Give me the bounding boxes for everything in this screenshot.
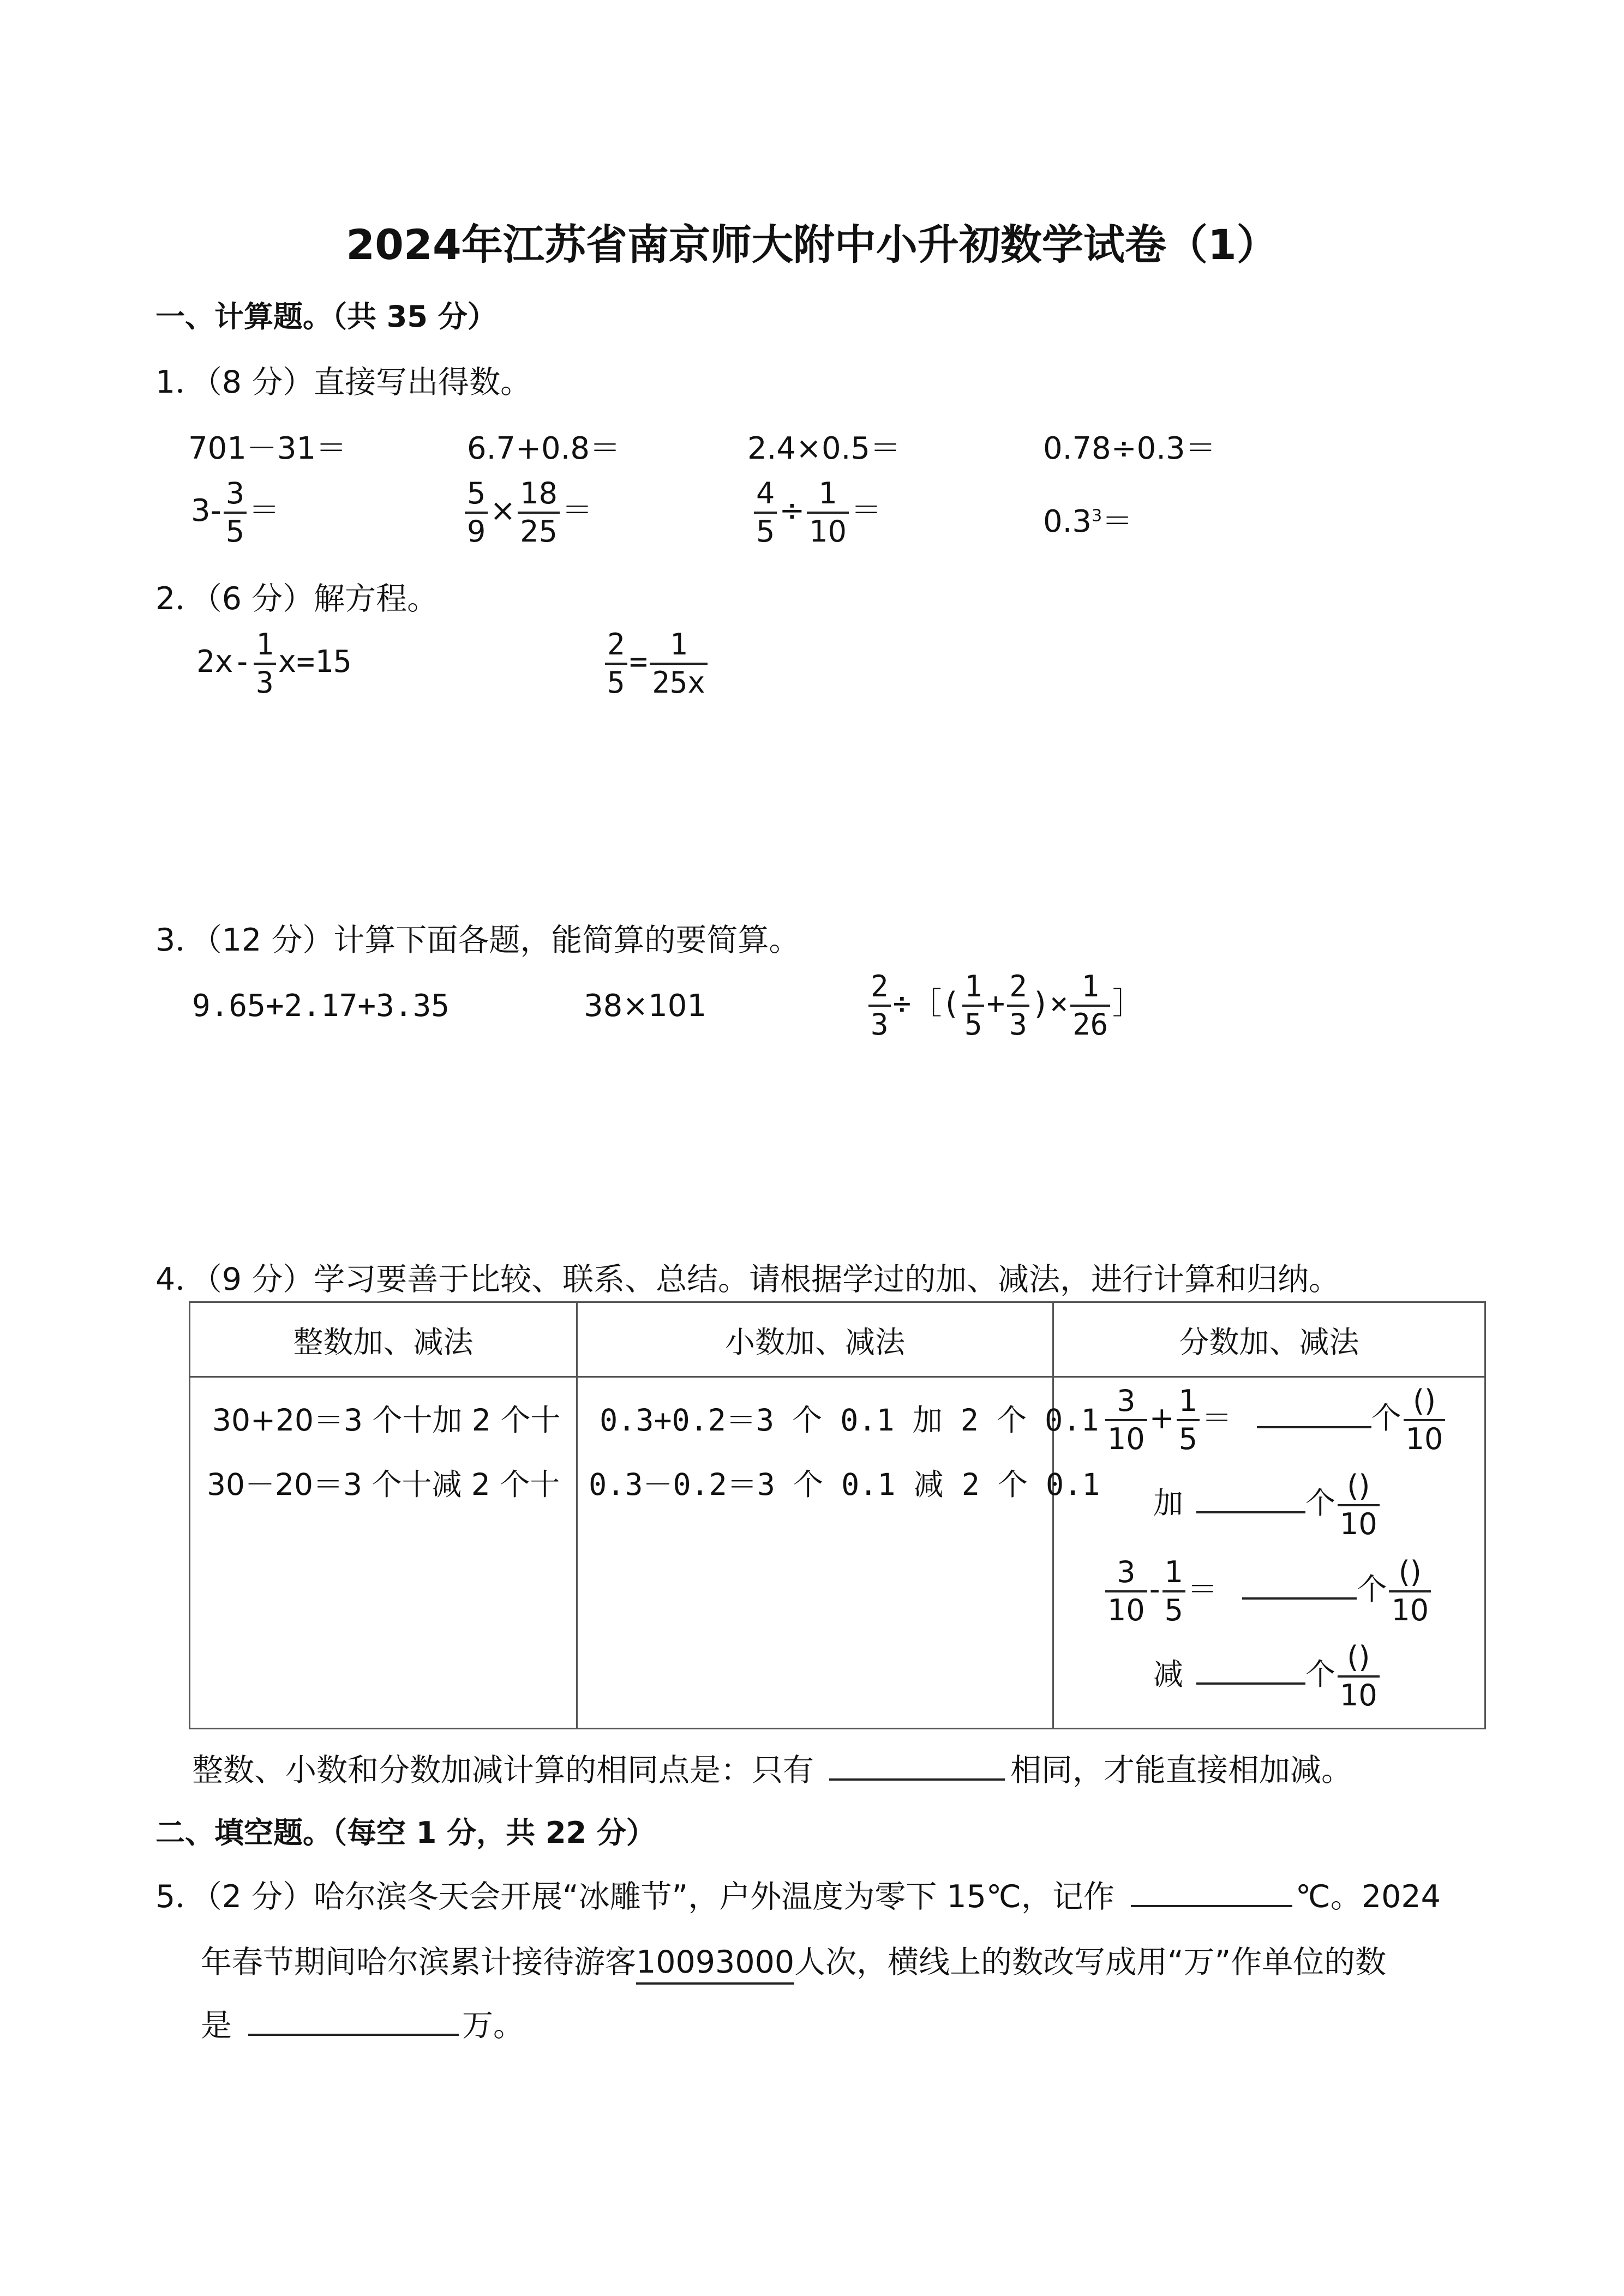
header-decimal: 小数加、减法 [577,1302,1053,1377]
header-integer: 整数加、减法 [190,1302,577,1377]
q1-expr-4: 0.78÷0.3＝ [1043,431,1216,466]
fraction-add-line: $\frac{3}{10}$ + $\frac{1}{5}$ ＝ 个 $\frac{()}{10}$ [1103,1386,1447,1454]
section-heading-calculation: 一、计算题。（共 35 分） [155,299,497,334]
q1-expr-3: 2.4×0.5＝ [747,431,901,466]
q2-equation-1: 2x- $\frac{1}{3}$ x=15 [196,627,352,700]
q3-expr-2: 38×101 [584,988,707,1024]
q5-line-3: 是 万。 [201,2008,524,2043]
decimal-line-1: 0.3+0.2＝3 个 0.1 加 2 个 0.1 [600,1403,1099,1438]
answer-blank[interactable] [1257,1426,1371,1428]
answer-blank[interactable] [829,1778,1005,1781]
answer-blank[interactable] [1131,1905,1292,1907]
page-title: 2024年江苏省南京师大附中小升初数学试卷（1） [346,220,1278,269]
q1-expr-8: $0.3^3=$ [1043,504,1133,539]
fraction-sub-line: $\frac{3}{10}$ - $\frac{1}{5}$ ＝ 个 $\frac{()}{10}$ [1103,1558,1433,1625]
fraction-sub-line-2: 减 个 $\frac{()}{10}$ [1153,1643,1382,1710]
answer-blank[interactable] [248,2034,459,2036]
underlined-number: 10093000 [636,1944,794,1985]
q1-expr-6: $\frac{5}{9}$ × $\frac{18}{25}$ ＝ [463,479,592,546]
q5-line-1: 5．（2 分）哈尔滨冬天会开展“冰雕节”，户外温度为零下 15℃，记作 ℃。2024 [155,1879,1441,1915]
question-2-prompt: 2．（6 分）解方程。 [155,581,439,617]
q2-equation-2: $\frac{2}{5}$ = $\frac{1}{25x}$ [603,630,710,698]
q5-line-2: 年春节期间哈尔滨累计接待游客10093000人次，横线上的数改写成用“万”作单位的数 [201,1937,1386,1982]
decimal-line-2: 0.3－0.2＝3 个 0.1 减 2 个 0.1 [589,1467,1100,1502]
q1-expr-7: $\frac{4}{5}$ ÷ $\frac{1}{10}$ ＝ [752,479,882,546]
q1-expr-2: 6.7+0.8＝ [467,431,621,466]
q1-expr-1: 701－31＝ [188,431,347,466]
question-1-prompt: 1．（8 分）直接写出得数。 [155,364,532,400]
addition-subtraction-table [189,1301,1486,1729]
question-3-prompt: 3．（12 分）计算下面各题，能简算的要简算。 [155,922,800,958]
fraction-add-line-2: 加 个 $\frac{()}{10}$ [1153,1471,1382,1539]
section-heading-fill-in: 二、填空题。（每空 1 分，共 22 分） [155,1816,656,1850]
answer-blank[interactable] [1196,1682,1305,1685]
q3-expr-3: $\frac{2}{3}$ ÷［( $\frac{1}{5}$ + $\frac{2}{3}$ )× $\frac{1}{26}$ ］ [866,972,1143,1039]
fraction-cell [1053,1377,1485,1729]
integer-line-2: 30－20＝3 个十减 2 个十 [207,1467,560,1502]
question-4-prompt: 4．（9 分）学习要善于比较、联系、总结。请根据学过的加、减法，进行计算和归纳。 [155,1261,1340,1297]
header-fraction: 分数加、减法 [1053,1302,1485,1377]
decimal-cell [577,1377,1100,1729]
answer-blank[interactable] [1196,1511,1305,1513]
integer-line-1: 30+20＝3 个十加 2 个十 [212,1403,561,1438]
q1-expr-5: 3- $\frac{3}{5}$ ＝ [191,476,280,549]
integer-cell [190,1377,577,1729]
answer-blank[interactable] [1242,1597,1357,1600]
q3-expr-1: 9.65+2.17+3.35 [192,988,450,1024]
q4-summary: 整数、小数和分数加减计算的相同点是：只有 相同，才能直接相加减。 [192,1752,1352,1788]
